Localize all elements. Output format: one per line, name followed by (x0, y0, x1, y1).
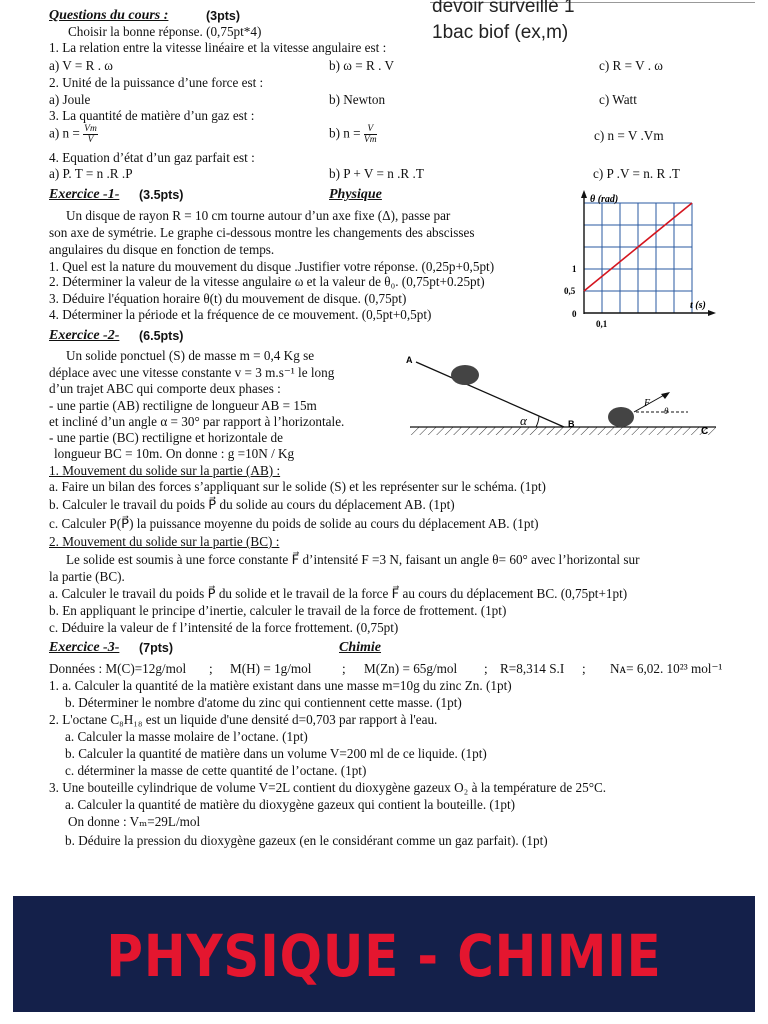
origin-label: 0 (572, 309, 577, 319)
ex3-data-c: Données : M(C)=12g/mol (49, 661, 187, 676)
ex2-part2-title: 2. Mouvement du solide sur la partie (BC) : (49, 534, 280, 549)
alpha-arc (536, 416, 539, 427)
ex2-part1-a: a. Faire un bilan des forces s’appliquant sur le solide (S) et les représenter sur le schéma. (1pt) (49, 479, 546, 494)
y-tick-1: 1 (572, 264, 577, 274)
ex3-line-9: On donne : Vₘ=29L/mol (68, 814, 201, 829)
q2-option-a: a) Joule (49, 92, 91, 107)
y-axis-label: θ (rad) (590, 194, 619, 205)
ex3-line-10: b. Déduire la pression du dioxygène gazeux (en le considérant comme un gaz parfait). (1pt) (65, 833, 548, 848)
q3-option-c: c) n = V .Vm (594, 128, 664, 143)
q2-option-b: b) Newton (329, 92, 386, 107)
questions-title: Questions du cours : (49, 8, 169, 23)
q3-option-a (49, 124, 98, 145)
ex1-line-1: Un disque de rayon R = 10 cm tourne autour d’un axe fixe (Δ), passe par (66, 208, 451, 223)
ex3-title: Exercice -3- (49, 640, 120, 655)
y-axis-arrow-icon (581, 190, 587, 198)
q4-option-b: b) P + V = n .R .T (329, 166, 424, 181)
banner-title: PHYSIQUE - CHIMIE (106, 922, 662, 990)
q2-option-c: c) Watt (599, 92, 637, 107)
ex2-line-2: déplace avec une vitesse constante v = 3 m.s⁻¹ le long (49, 365, 335, 380)
ex1-line-3: angulaires du disque en fonction de temps. (49, 242, 275, 257)
ex3-data-sep-1: ; (209, 661, 213, 676)
q3-b-numerator: V (364, 124, 377, 135)
label-b: B (568, 419, 575, 429)
q3-option-b-fraction (364, 124, 377, 145)
label-f: F⃗ (644, 398, 658, 409)
incline-diagram (396, 348, 726, 440)
q3-text: 3. La quantité de matière d’un gaz est : (49, 108, 255, 123)
q3-option-a-prefix: a) n = (49, 125, 80, 141)
ex3-line-4: a. Calculer la masse molaire de l’octane. (1pt) (65, 729, 308, 744)
ex3-data-zn: M(Zn) = 65g/mol (364, 661, 458, 676)
ex2-line-6: - une partie (BC) rectiligne et horizontale de (49, 430, 283, 445)
ex3-data-sep-4: ; (582, 661, 586, 676)
ex2-part2-a: a. Calculer le travail du poids P⃗ du solide et le travail de la force F⃗ au cours du déplacement BC. (0,75pt+1pt) (49, 586, 628, 601)
label-a: A (406, 355, 413, 365)
ex2-part1-title: 1. Mouvement du solide sur la partie (AB) : (49, 463, 281, 478)
ex1-line-5: 2. Déterminer la valeur de la vitesse angulaire ω et la valeur de θ₀. (0,75pt+0.25pt) (49, 274, 485, 289)
ex3-line-5: b. Calculer la quantité de matière dans un volume V=200 ml de ce liquide. (1pt) (65, 746, 487, 761)
ex2-part2-b: b. En appliquant le principe d’inertie, calculer le travail de la force de frottement. (1pt) (49, 603, 507, 618)
label-theta: θ (664, 406, 669, 416)
ex3-line-3: 2. L'octane C₈H₁₈ est un liquide d'une densité d=0,703 par rapport à l'eau. (49, 712, 438, 727)
solid-on-incline (451, 365, 479, 385)
label-c: C (701, 426, 709, 437)
incline-ab (416, 362, 564, 427)
ex1-points: (3.5pts) (139, 188, 184, 202)
ex3-data-r: R=8,314 S.I (500, 661, 565, 676)
ex1-title: Exercice -1- (49, 187, 120, 202)
solid-on-horizontal (608, 407, 634, 427)
y-tick-05: 0,5 (564, 286, 576, 296)
ex2-title: Exercice -2- (49, 328, 120, 343)
ex2-line-5: et incliné d’un angle α = 30° par rapport à l’horizontale. (49, 414, 345, 429)
subject-banner (13, 896, 755, 1012)
q1-option-b: b) ω = R . V (329, 58, 394, 73)
ex2-part1-b: b. Calculer le travail du poids P⃗ du solide au cours du déplacement AB. (1pt) (49, 497, 455, 512)
ex2-points: (6.5pts) (139, 329, 184, 343)
q2-text: 2. Unité de la puissance d’une force est : (49, 75, 264, 90)
ex2-part2-intro-1: Le solide est soumis à une force constante F⃗ d’intensité F =3 N, faisant un angle θ= 60° avec l’horizontal sur (66, 552, 640, 567)
ex3-data-sep-3: ; (484, 661, 488, 676)
doc-header-line1: devoir surveillé 1 (432, 0, 575, 17)
q3-option-b-prefix: b) n = (329, 125, 361, 141)
q3-a-numerator: Vm (84, 124, 97, 134)
q4-option-c: c) P .V = n. R .T (593, 166, 680, 181)
x-axis-arrow-icon (708, 310, 716, 316)
ex3-data-h: M(H) = 1g/mol (230, 661, 312, 676)
questions-instruction: Choisir la bonne réponse. (0,75pt*4) (68, 24, 262, 39)
ex3-line-8: a. Calculer la quantité de matière du dioxygène gazeux qui contient la bouteille. (1pt) (65, 797, 516, 812)
force-f-arrow-icon (661, 392, 670, 399)
ex2-part2-c: c. Déduire la valeur de f l’intensité de la force frottement. (0,75pt) (49, 620, 399, 635)
q1-option-a: a) V = R . ω (49, 58, 113, 73)
ex1-line-7: 4. Déterminer la période et la fréquence de ce mouvement. (0,5pt+0,5pt) (49, 307, 432, 322)
ex3-line-1: 1. a. Calculer la quantité de la matière existant dans une masse m=10g du zinc Zn. (1pt) (49, 678, 512, 693)
ex3-line-6: c. déterminer la masse de cette quantité de l’octane. (1pt) (65, 763, 367, 778)
ex3-data-sep-2: ; (342, 661, 346, 676)
q3-option-b (329, 124, 377, 145)
ex1-subject: Physique (329, 187, 382, 202)
ex2-line-1: Un solide ponctuel (S) de masse m = 0,4 Kg se (66, 348, 315, 363)
q4-option-a: a) P. T = n .R .P (49, 166, 133, 181)
q1-text: 1. La relation entre la vitesse linéaire et la vitesse angulaire est : (49, 40, 387, 55)
ground-hatching (410, 427, 716, 435)
ex3-subject: Chimie (339, 640, 382, 655)
ex3-data-na: Nᴀ= 6,02. 10²³ mol⁻¹ (610, 661, 723, 676)
x-tick-01: 0,1 (596, 319, 608, 329)
q3-option-a-fraction (83, 124, 98, 145)
x-axis-label: t (s) (690, 300, 706, 311)
ex1-line-6: 3. Déduire l'équation horaire θ(t) du mouvement de disque. (0,75pt) (49, 291, 407, 306)
q4-text: 4. Equation d’état d’un gaz parfait est : (49, 150, 255, 165)
ex2-part1-c: c. Calculer P(P⃗) la puissance moyenne du poids de solide au cours du déplacement AB. (1pt) (49, 516, 539, 531)
graph-grid (584, 203, 692, 313)
q3-b-denominator: Vm (363, 135, 377, 145)
doc-header-line2: 1bac biof (ex,m) (432, 22, 569, 43)
ex3-line-7: 3. Une bouteille cylindrique de volume V=2L contient du dioxygène gazeux O₂ à la température de 25°C. (49, 780, 607, 795)
ex3-points: (7pts) (139, 641, 174, 655)
ex3-line-2: b. Déterminer le nombre d'atome du zinc qui contiennent cette masse. (1pt) (65, 695, 462, 710)
ex2-part2-intro-2: la partie (BC). (49, 569, 125, 584)
theta-time-graph (556, 188, 726, 334)
ex2-line-7: longueur BC = 10m. On donne : g =10N / Kg (54, 446, 295, 461)
label-alpha: α (520, 413, 527, 428)
ex2-line-4: - une partie (AB) rectiligne de longueur AB = 15m (49, 398, 317, 413)
ex1-line-2: son axe de symétrie. Le graphe ci-dessous montre les changements des abscisses (49, 225, 475, 240)
q1-option-c: c) R = V . ω (599, 58, 663, 73)
q3-a-denominator: V (87, 135, 94, 145)
ex2-line-3: d’un trajet ABC qui comporte deux phases : (49, 381, 281, 396)
ex1-line-4: 1. Quel est la nature du mouvement du disque .Justifier votre réponse. (0,25p+0,5pt) (49, 259, 495, 274)
questions-points: (3pts) (206, 9, 241, 23)
